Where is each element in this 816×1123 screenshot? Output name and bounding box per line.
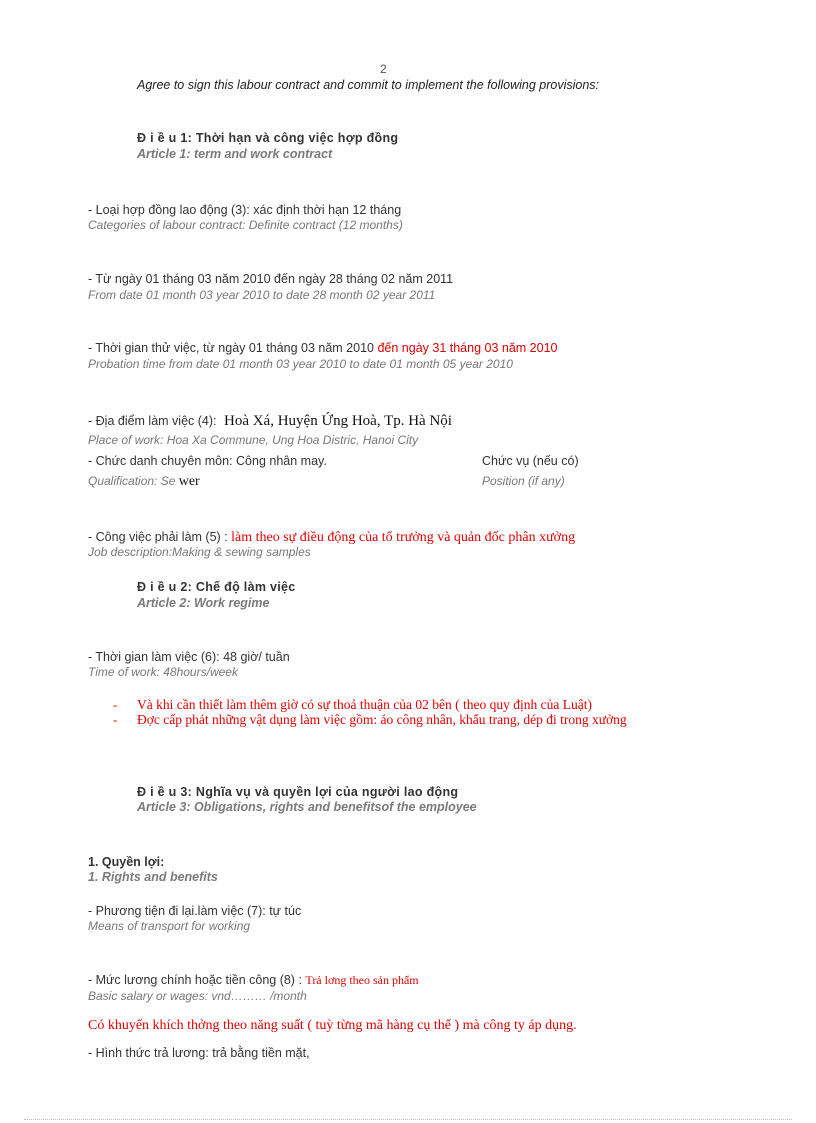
article-1-title-vi: Đ i ề u 1: Thời hạn và công việc hợp đồng [137, 131, 399, 145]
salary-label: - Mức lương chính hoặc tiền công (8) : [88, 973, 302, 987]
qualification-en [88, 474, 200, 490]
qualification-en-extra: wer [178, 474, 200, 489]
probation-vi-red: đến ngày 31 tháng 03 năm 2010 [374, 341, 558, 355]
probation-vi-text: - Thời gian thử việc, từ ngày 01 tháng 03 năm 2010 [88, 341, 374, 355]
probation-vi [88, 341, 557, 355]
job-en: Job description:Making & sewing samples [88, 545, 311, 559]
job-value: làm theo sự điều động của tổ trưởng và quản đốc phân xưởng [231, 530, 576, 545]
contract-type-en: Categories of labour contract: Definite contract (12 months) [88, 218, 403, 232]
salary-value: Trả lơng theo sản phẩm [305, 973, 419, 987]
place-vi [88, 413, 452, 430]
payment-vi: - Hình thức trả lương: trả bằng tiền mặt, [88, 1046, 310, 1060]
job-label: - Công việc phải làm (5) : [88, 530, 228, 544]
bullet-item: Và khi cần thiết làm thêm giờ có sự thoả thuận của 02 bên ( theo quy định của Luật) [137, 697, 592, 712]
qualification-vi: - Chức danh chuyên môn: Công nhân may. [88, 454, 327, 468]
article-3-title-en: Article 3: Obligations, rights and benefitsof the employee [137, 800, 477, 814]
page-bottom-divider [24, 1119, 792, 1120]
place-value: Hoà Xá, Huyện Ứng Hoà, Tp. Hà Nội [223, 413, 452, 429]
contract-type-vi: - Loại hợp đồng lao động (3): xác định thời hạn 12 tháng [88, 203, 402, 217]
article-1-title-en: Article 1: term and work contract [137, 147, 333, 161]
transport-vi: - Phương tiện đi lại.làm việc (7): tự túc [88, 904, 302, 918]
date-range-en: From date 01 month 03 year 2010 to date 28 month 02 year 2011 [88, 288, 436, 302]
bullet-dash: - [113, 697, 118, 712]
bullet-dash: - [113, 712, 118, 727]
article-2-title-vi: Đ i ề u 2: Chế độ làm việc [137, 580, 296, 594]
position-vi: Chức vụ (nếu có) [482, 454, 579, 468]
qualification-en-text: Qualification: Se [88, 474, 176, 488]
salary-en: Basic salary or wages: vnd……… /month [88, 989, 307, 1003]
article-2-title-en: Article 2: Work regime [137, 596, 270, 610]
intro-text: Agree to sign this labour contract and commit to implement the following provisions: [137, 78, 600, 92]
job-vi [88, 530, 575, 546]
probation-en: Probation time from date 01 month 03 year 2010 to date 01 month 05 year 2010 [88, 357, 513, 371]
article-3-title-vi: Đ i ề u 3: Nghĩa vụ và quyền lợi của người lao động [137, 785, 459, 799]
place-label: - Địa điểm làm việc (4): [88, 414, 217, 428]
transport-en: Means of transport for working [88, 919, 251, 933]
place-en: Place of work: Hoa Xa Commune, Ung Hoa Distric, Hanoi City [88, 433, 419, 447]
bonus-vi: Có khuyến khích thởng theo năng suất ( tuỳ từng mã hàng cụ thể ) mà công ty áp dụng. [88, 1018, 577, 1033]
rights-vi: 1. Quyền lợi: [88, 855, 165, 869]
salary-vi [88, 973, 419, 988]
position-en: Position (if any) [482, 474, 565, 488]
page-number: 2 [380, 62, 387, 76]
rights-en: 1. Rights and benefits [88, 870, 218, 884]
working-time-vi: - Thời gian làm việc (6): 48 giờ/ tuần [88, 650, 290, 664]
date-range-vi: - Từ ngày 01 tháng 03 năm 2010 đến ngày 28 tháng 02 năm 2011 [88, 272, 454, 286]
bullet-item: Đợc cấp phát những vật dụng làm việc gồm: áo công nhân, khẩu trang, dép đi trong xưởng [137, 712, 627, 727]
working-time-en: Time of work: 48hours/week [88, 665, 238, 679]
